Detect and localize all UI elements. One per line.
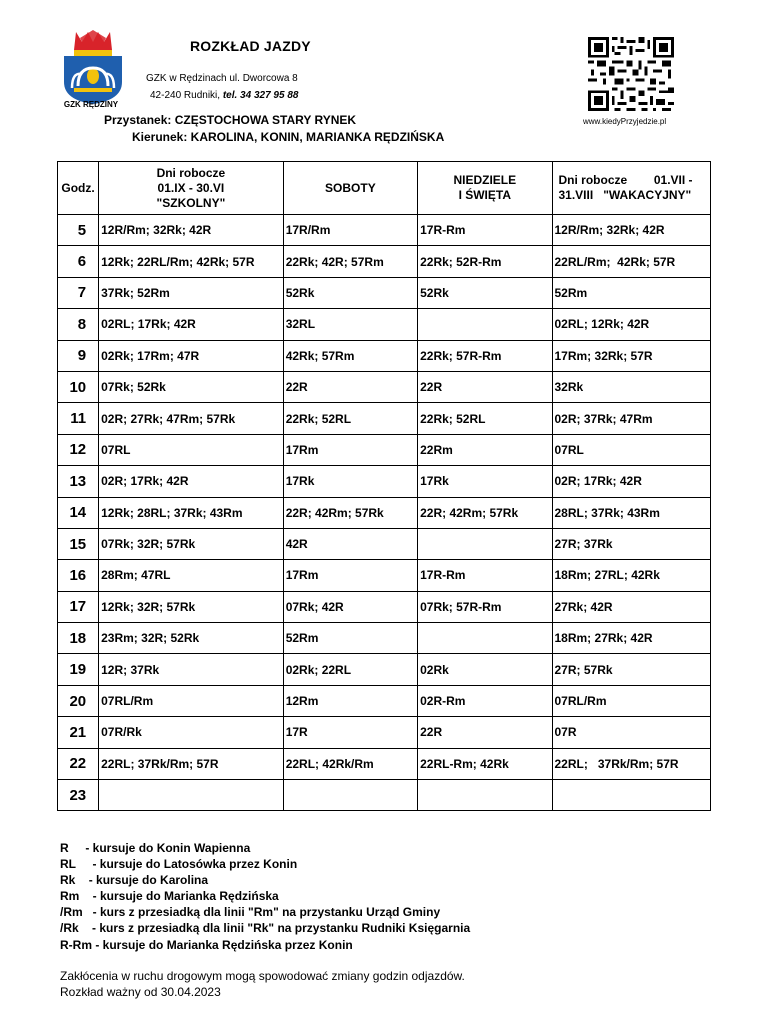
school-cell: 07RL/Rm xyxy=(99,685,284,716)
school-cell: 12R; 37Rk xyxy=(99,654,284,685)
sunday-cell: 22R xyxy=(418,371,552,402)
valid-from: Rozkład ważny od 30.04.2023 xyxy=(60,985,221,999)
sunday-cell: 07Rk; 57R-Rm xyxy=(418,591,552,622)
school-cell: 07R/Rk xyxy=(99,717,284,748)
table-row xyxy=(58,591,711,622)
legend-item xyxy=(60,904,470,920)
saturday-cell: 42Rk; 57Rm xyxy=(283,340,417,371)
direction: Kierunek: KAROLINA, KONIN, MARIANKA RĘDZIŃSKA xyxy=(132,130,445,144)
saturday-cell: 17Rk xyxy=(283,466,417,497)
legend-item xyxy=(60,920,470,936)
legend-text: - kursuje do Marianka Rędzińska przez Konin xyxy=(95,937,353,952)
hour-cell: 13 xyxy=(58,466,99,497)
school-cell: 12Rk; 22RL/Rm; 42Rk; 57R xyxy=(99,246,284,277)
summer-cell: 52Rm xyxy=(552,277,711,308)
school-cell: 02R; 27Rk; 47Rm; 57Rk xyxy=(99,403,284,434)
stop-name: Przystanek: CZĘSTOCHOWA STARY RYNEK xyxy=(104,113,357,127)
table-row xyxy=(58,246,711,277)
column-header-sundays-holidays: NIEDZIELE I ŚWIĘTA xyxy=(418,162,552,215)
table-row xyxy=(58,277,711,308)
legend-item xyxy=(60,856,470,872)
summer-cell: 18Rm; 27RL; 42Rk xyxy=(552,560,711,591)
legend-code: Rm xyxy=(60,889,93,904)
column-header-summer-weekdays: Dni robocze 01.VII - 31.VIII "WAKACYJNY" xyxy=(552,162,711,215)
school-cell xyxy=(99,780,284,811)
table-row xyxy=(58,434,711,465)
legend xyxy=(60,840,470,953)
hour-cell: 8 xyxy=(58,309,99,340)
saturday-cell: 22Rk; 52RL xyxy=(283,403,417,434)
sunday-cell: 17R-Rm xyxy=(418,215,552,246)
saturday-cell: 07Rk; 42R xyxy=(283,591,417,622)
legend-code: /Rm xyxy=(60,905,93,920)
logo-label: GZK RĘDZINY xyxy=(63,100,119,109)
hour-cell: 9 xyxy=(58,340,99,371)
hour-cell: 21 xyxy=(58,717,99,748)
saturday-cell: 22RL; 42Rk/Rm xyxy=(283,748,417,779)
hour-cell: 23 xyxy=(58,780,99,811)
summer-cell: 02R; 37Rk; 47Rm xyxy=(552,403,711,434)
school-cell: 02Rk; 17Rm; 47R xyxy=(99,340,284,371)
legend-text: - kursuje do Latosówka przez Konin xyxy=(92,857,298,872)
company-address: GZK w Rędzinach ul. Dworcowa 8 xyxy=(146,73,298,84)
legend-code: Rk xyxy=(60,873,89,888)
table-row xyxy=(58,685,711,716)
table-row xyxy=(58,340,711,371)
school-cell: 02R; 17Rk; 42R xyxy=(99,466,284,497)
column-header-saturdays: SOBOTY xyxy=(283,162,417,215)
hour-cell: 22 xyxy=(58,748,99,779)
legend-code: /Rk xyxy=(60,921,93,936)
saturday-cell: 52Rm xyxy=(283,623,417,654)
timetable xyxy=(57,161,711,811)
school-cell: 02RL; 17Rk; 42R xyxy=(99,309,284,340)
school-cell: 12Rk; 32R; 57Rk xyxy=(99,591,284,622)
table-row xyxy=(58,748,711,779)
legend-item xyxy=(60,872,470,888)
legend-text: - kursuje do Konin Wapienna xyxy=(85,841,251,855)
hour-cell: 5 xyxy=(58,215,99,246)
company-address-line2 xyxy=(150,90,298,101)
sunday-cell: 22RL-Rm; 42Rk xyxy=(418,748,552,779)
saturday-cell: 22Rk; 42R; 57Rm xyxy=(283,246,417,277)
hour-cell: 6 xyxy=(58,246,99,277)
saturday-cell: 17Rm xyxy=(283,560,417,591)
hour-cell: 15 xyxy=(58,528,99,559)
saturday-cell: 42R xyxy=(283,528,417,559)
school-cell: 37Rk; 52Rm xyxy=(99,277,284,308)
saturday-cell: 52Rk xyxy=(283,277,417,308)
hour-cell: 20 xyxy=(58,685,99,716)
phone-number: tel. 34 327 95 88 xyxy=(222,90,299,101)
table-row xyxy=(58,371,711,402)
table-row xyxy=(58,654,711,685)
summer-cell xyxy=(552,780,711,811)
website-link[interactable]: www.kiedyPrzyjedzie.pl xyxy=(583,117,667,126)
hour-cell: 19 xyxy=(58,654,99,685)
sunday-cell xyxy=(418,623,552,654)
hour-cell: 16 xyxy=(58,560,99,591)
table-row xyxy=(58,560,711,591)
table-row xyxy=(58,528,711,559)
summer-cell: 02R; 17Rk; 42R xyxy=(552,466,711,497)
sunday-cell: 22Rm xyxy=(418,434,552,465)
summer-cell: 07RL xyxy=(552,434,711,465)
sunday-cell: 22R xyxy=(418,717,552,748)
sunday-cell: 02R-Rm xyxy=(418,685,552,716)
saturday-cell: 02Rk; 22RL xyxy=(283,654,417,685)
school-cell: 12Rk; 28RL; 37Rk; 43Rm xyxy=(99,497,284,528)
saturday-cell xyxy=(283,780,417,811)
legend-code: RL xyxy=(60,857,93,872)
school-cell: 07Rk; 32R; 57Rk xyxy=(99,528,284,559)
table-row xyxy=(58,717,711,748)
summer-cell: 22RL/Rm; 42Rk; 57R xyxy=(552,246,711,277)
sunday-cell xyxy=(418,780,552,811)
summer-cell: 12R/Rm; 32Rk; 42R xyxy=(552,215,711,246)
school-cell: 23Rm; 32R; 52Rk xyxy=(99,623,284,654)
saturday-cell: 17R xyxy=(283,717,417,748)
table-row xyxy=(58,215,711,246)
legend-item xyxy=(60,937,470,953)
legend-code: R xyxy=(60,841,86,855)
saturday-cell: 17Rm xyxy=(283,434,417,465)
summer-cell: 17Rm; 32Rk; 57R xyxy=(552,340,711,371)
page-title: ROZKŁAD JAZDY xyxy=(190,38,311,54)
postal-city: 42-240 Rudniki, xyxy=(150,90,221,101)
summer-cell: 07R xyxy=(552,717,711,748)
table-header-row xyxy=(58,162,711,215)
sunday-cell: 22Rk; 57R-Rm xyxy=(418,340,552,371)
hour-cell: 14 xyxy=(58,497,99,528)
school-cell: 22RL; 37Rk/Rm; 57R xyxy=(99,748,284,779)
table-row xyxy=(58,403,711,434)
summer-cell: 18Rm; 27Rk; 42R xyxy=(552,623,711,654)
sunday-cell: 02Rk xyxy=(418,654,552,685)
table-row xyxy=(58,623,711,654)
sunday-cell: 22Rk; 52RL xyxy=(418,403,552,434)
column-header-hour: Godz. xyxy=(58,162,99,215)
sunday-cell: 17Rk xyxy=(418,466,552,497)
saturday-cell: 32RL xyxy=(283,309,417,340)
school-cell: 28Rm; 47RL xyxy=(99,560,284,591)
summer-cell: 22RL; 37Rk/Rm; 57R xyxy=(552,748,711,779)
traffic-notice: Zakłócenia w ruchu drogowym mogą spowodować zmiany godzin odjazdów. xyxy=(60,969,465,983)
sunday-cell xyxy=(418,528,552,559)
hour-cell: 11 xyxy=(58,403,99,434)
summer-cell: 32Rk xyxy=(552,371,711,402)
summer-cell: 27Rk; 42R xyxy=(552,591,711,622)
hour-cell: 17 xyxy=(58,591,99,622)
saturday-cell: 22R xyxy=(283,371,417,402)
summer-cell: 02RL; 12Rk; 42R xyxy=(552,309,711,340)
summer-cell: 07RL/Rm xyxy=(552,685,711,716)
table-row xyxy=(58,466,711,497)
hour-cell: 18 xyxy=(58,623,99,654)
summer-cell: 28RL; 37Rk; 43Rm xyxy=(552,497,711,528)
sunday-cell: 22R; 42Rm; 57Rk xyxy=(418,497,552,528)
legend-item xyxy=(60,840,470,856)
table-row xyxy=(58,309,711,340)
column-header-school-weekdays: Dni robocze 01.IX - 30.VI "SZKOLNY" xyxy=(99,162,284,215)
school-cell: 07RL xyxy=(99,434,284,465)
summer-cell: 27R; 37Rk xyxy=(552,528,711,559)
legend-code: R-Rm xyxy=(60,937,96,952)
legend-text: - kursuje do Karolina xyxy=(88,873,209,888)
saturday-cell: 22R; 42Rm; 57Rk xyxy=(283,497,417,528)
school-cell: 07Rk; 52Rk xyxy=(99,371,284,402)
table-row xyxy=(58,780,711,811)
sunday-cell: 22Rk; 52R-Rm xyxy=(418,246,552,277)
footer xyxy=(60,968,465,1000)
table-row xyxy=(58,497,711,528)
hour-cell: 12 xyxy=(58,434,99,465)
saturday-cell: 12Rm xyxy=(283,685,417,716)
school-cell: 12R/Rm; 32Rk; 42R xyxy=(99,215,284,246)
legend-text: - kursuje do Marianka Rędzińska xyxy=(92,889,279,904)
qr-code-icon[interactable] xyxy=(588,37,674,111)
sunday-cell xyxy=(418,309,552,340)
sunday-cell: 52Rk xyxy=(418,277,552,308)
legend-item xyxy=(60,888,470,904)
legend-text: - kurs z przesiadką dla linii "Rk" na przystanku Rudniki Księgarnia xyxy=(92,921,471,936)
hour-cell: 7 xyxy=(58,277,99,308)
sunday-cell: 17R-Rm xyxy=(418,560,552,591)
legend-text: - kurs z przesiadką dla linii "Rm" na przystanku Urząd Gminy xyxy=(92,905,441,920)
summer-cell: 27R; 57Rk xyxy=(552,654,711,685)
hour-cell: 10 xyxy=(58,371,99,402)
saturday-cell: 17R/Rm xyxy=(283,215,417,246)
